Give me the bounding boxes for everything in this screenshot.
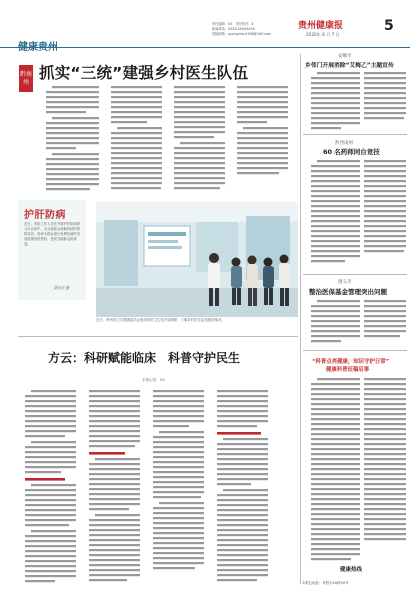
second-byline: 本报记者 XX xyxy=(142,378,165,382)
body-column xyxy=(104,84,162,196)
commentary-title: 护肝防病 xyxy=(24,210,66,221)
footer-note: 本报社地址：贵阳市XX路XX号 xyxy=(302,581,349,585)
text-lines xyxy=(237,84,288,196)
text-lines xyxy=(153,388,204,588)
region-tag: 黔南州 xyxy=(19,65,33,92)
body-column xyxy=(18,388,76,588)
text-lines xyxy=(311,70,406,134)
text-lines xyxy=(217,388,268,588)
body-column xyxy=(39,84,99,196)
text-lines xyxy=(174,84,225,196)
page-number: 5 xyxy=(384,18,394,34)
story-headline: 乡邻门开展消除“艾梅乙”主题宣传 xyxy=(305,63,394,69)
body-column xyxy=(230,84,288,196)
story-headline: 整治医保基金管理突出问题 xyxy=(309,288,387,296)
news-photo xyxy=(96,202,298,317)
body-column xyxy=(304,158,406,268)
story-divider xyxy=(303,350,407,351)
header-meta xyxy=(212,22,271,36)
text-lines xyxy=(311,158,406,268)
body-column xyxy=(167,84,225,196)
section-divider xyxy=(18,336,298,337)
text-lines xyxy=(111,84,162,196)
body-column xyxy=(304,298,406,348)
text-lines xyxy=(311,298,406,348)
section-title: 健康贵州 xyxy=(18,42,58,53)
photo-illustration xyxy=(96,202,298,317)
meta-line: 投稿邮箱：guangzhou1998@163.com xyxy=(212,31,271,36)
text-lines xyxy=(46,84,99,196)
body-column xyxy=(146,388,204,588)
issue-date: 2020年 8 月 7 日 xyxy=(306,32,340,37)
body-column xyxy=(304,70,406,134)
second-headline: 方云：科研赋能临床 科普守护民生 xyxy=(48,351,241,365)
story-divider xyxy=(303,134,407,135)
meta-line: 新闻热线：XXXX-XXXXXXXX xyxy=(212,26,255,31)
commentary-author: 胡永庆 摄 xyxy=(54,286,70,290)
text-lines xyxy=(25,388,76,588)
commentary-text: 近日，医院工作人员在开展护肝防病的义诊活动中，为当地群众讲解肝病的预防知识，现场为群众进行免费检测并发放健康宣传资料，受到当地群众的欢迎。 xyxy=(24,222,81,246)
body-column xyxy=(304,376,406,572)
story-kicker: 安顺市 xyxy=(338,54,352,59)
story-headline: 60 名药师同台竞技 xyxy=(323,148,380,156)
story-divider xyxy=(303,274,407,275)
story-headline: “科普点亮健康，知识守护日常” xyxy=(312,359,390,365)
column-divider xyxy=(300,54,301,584)
paper-name: 贵州健康报 xyxy=(298,21,344,31)
story-kicker: 遵义市 xyxy=(338,280,352,285)
page-header xyxy=(0,0,410,53)
body-column xyxy=(82,388,140,588)
story-kicker: 黔西南州 xyxy=(335,141,353,146)
story-headline: 健康热线 xyxy=(340,567,363,573)
text-lines xyxy=(89,388,140,588)
photo-caption: 近日，贵州省卫生健康委员会组织到村卫生室开展调研，了解乡村医生队伍建设情况。 xyxy=(96,318,225,322)
text-lines xyxy=(311,376,406,572)
story-headline: 健康科普征稿启事 xyxy=(326,367,370,373)
commentary-box xyxy=(18,200,86,300)
body-column xyxy=(210,388,268,588)
main-headline: 抓实“三统”建强乡村医生队伍 xyxy=(39,64,249,82)
meta-line: 责任编辑：XX 责任校对：X xyxy=(212,22,254,26)
